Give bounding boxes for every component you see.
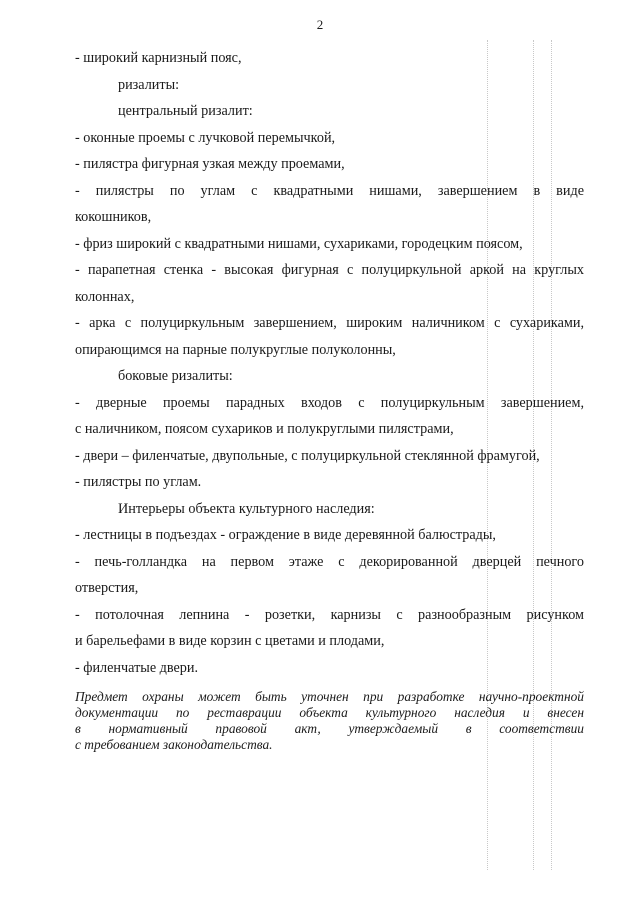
text-line: ризалиты:	[118, 76, 180, 93]
note-paragraph	[75, 689, 584, 753]
text-line: - пилястры по углам.	[75, 474, 202, 490]
note-line: документации по реставрации объекта культурного наследия и внесен	[75, 705, 584, 720]
text-line: - потолочная лепнина - розетки, карнизы с разнообразным рисунком	[75, 606, 584, 623]
text-line: Интерьеры объекта культурного наследия:	[118, 500, 375, 517]
text-line: - широкий карнизный пояс,	[75, 50, 242, 66]
note-line: с требованием законодательства.	[75, 737, 273, 752]
text-line: - арка с полуциркульным завершением, широким наличником с сухариками,	[75, 315, 584, 331]
text-line: - пилястра фигурная узкая между проемами,	[75, 156, 345, 172]
note-line: Предмет охраны может быть уточнен при разработке научно-проектной	[75, 689, 584, 704]
text-line: боковые ризалиты:	[118, 368, 233, 384]
text-line: - филенчатые двери.	[75, 659, 199, 676]
text-line: - фриз широкий с квадратными нишами, сухариками, городецким поясом,	[75, 235, 523, 252]
document-body	[75, 45, 584, 681]
text-line: колоннах,	[75, 288, 135, 305]
text-line: - дверные проемы парадных входов с полуциркульным завершением,	[75, 394, 584, 411]
text-line: - оконные проемы с лучковой перемычкой,	[75, 129, 336, 146]
text-line: кокошников,	[75, 209, 152, 225]
text-line: - парапетная стенка - высокая фигурная с полуциркульной аркой на круглых	[75, 262, 584, 278]
note-line: в нормативный правовой акт, утверждаемый в соответствии	[75, 721, 584, 736]
text-line: отверстия,	[75, 580, 139, 596]
text-line: центральный ризалит:	[118, 103, 253, 119]
text-line: - печь-голландка на первом этаже с декорированной дверцей печного	[75, 553, 584, 570]
text-line: - лестницы в подъездах - ограждение в виде деревянной балюстрады,	[75, 527, 496, 543]
text-line: - пилястры по углам с квадратными нишами, завершением в виде	[75, 182, 584, 199]
text-line: с наличником, поясом сухариков и полукруглыми пилястрами,	[75, 421, 454, 437]
text-line: и барельефами в виде корзин с цветами и плодами,	[75, 633, 385, 649]
page-number: 2	[316, 17, 324, 32]
text-line: опирающимся на парные полукруглые полуколонны,	[75, 341, 396, 358]
text-line: - двери – филенчатые, двупольные, с полуциркульной стеклянной фрамугой,	[75, 447, 540, 464]
